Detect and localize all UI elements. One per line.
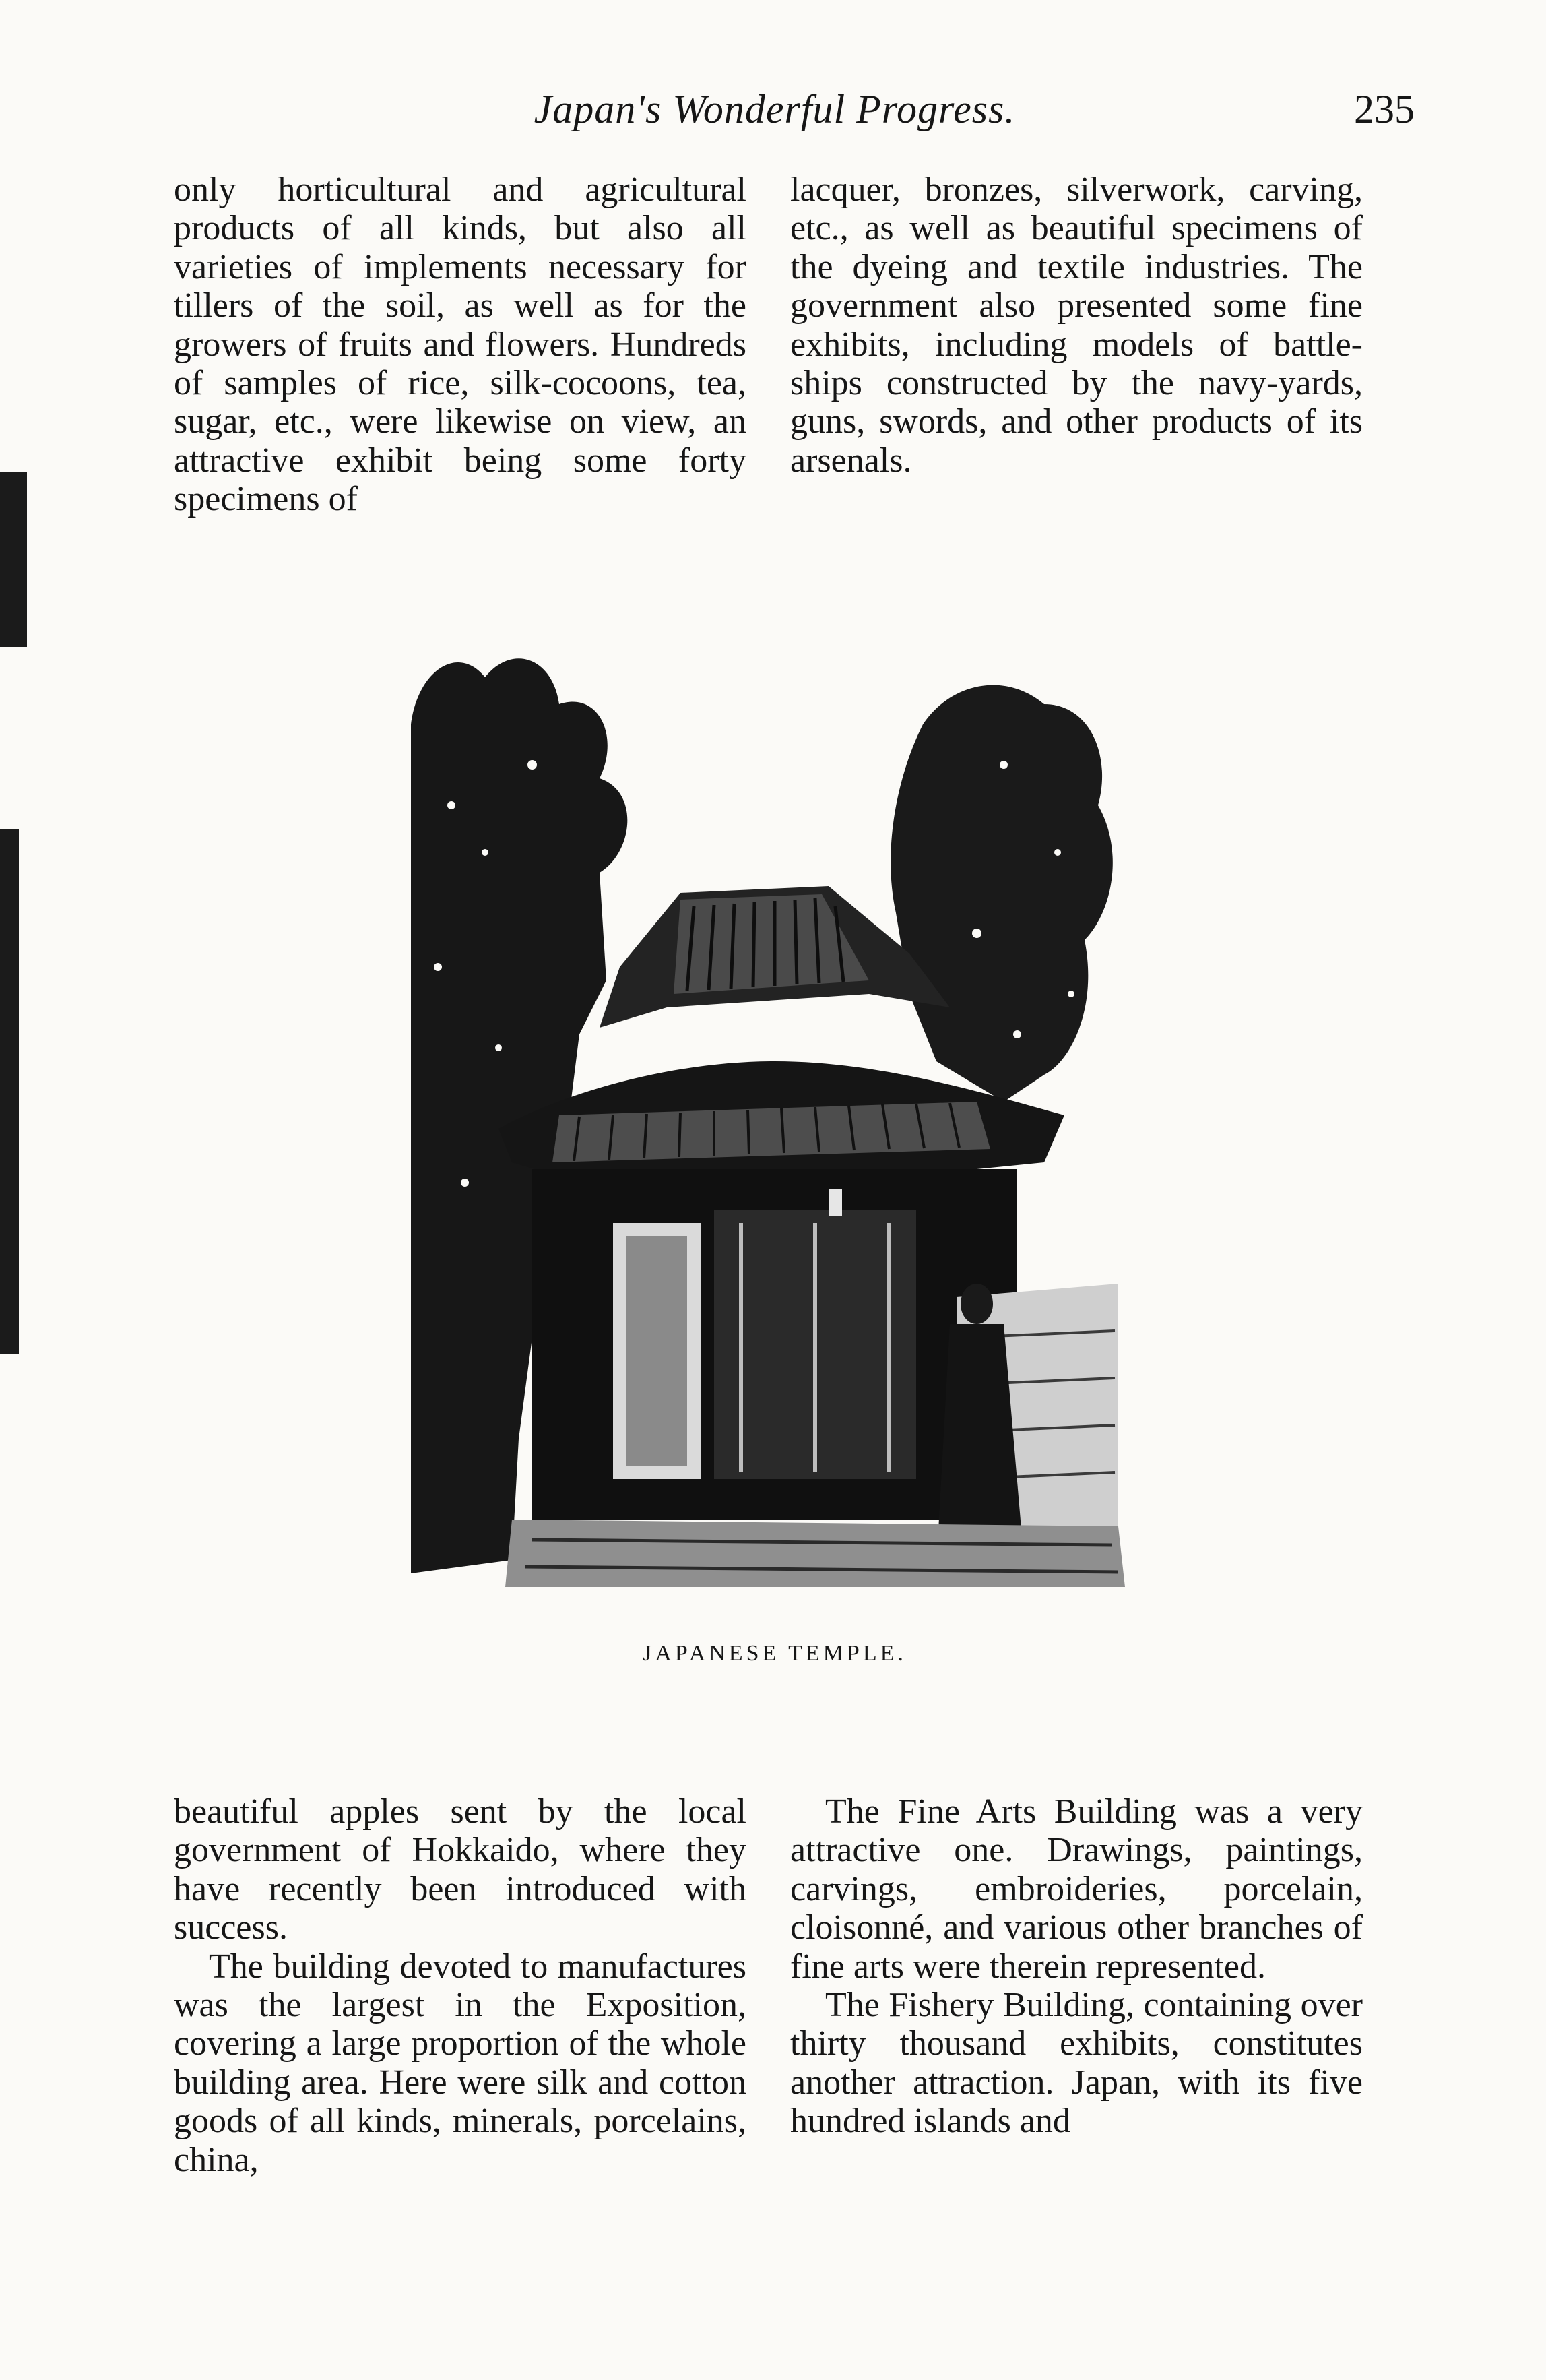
- paragraph: The Fishery Building, containing over thirty thousand exhibits, constitutes another attraction. Japan, with its five hundred islands and: [790, 1986, 1363, 2141]
- scan-margin-mark: [0, 829, 19, 1354]
- column-bottom-left: [174, 1792, 746, 2179]
- column-bottom-right: [790, 1792, 1363, 2141]
- figure-caption: JAPANESE TEMPLE.: [643, 1641, 907, 1666]
- temple-illustration: [397, 630, 1138, 1634]
- paragraph: lacquer, bronzes, silverwork, carving, etc., as well as beautiful specimens of the dyeing and textile industries. The government also presented some fine exhibits, including models of battle-ships constructed by the navy-yards, guns, swords, and other products of its arsenals.: [790, 170, 1363, 480]
- paragraph: only horticultural and agricultural products of all kinds, but also all varieties of implements necessary for tillers of the soil, as well as for the growers of fruits and flowers. Hundreds of samples of rice, silk-cocoons, tea, sugar, etc., were likewise on view, an attractive exhibit being some forty specimens of: [174, 170, 746, 519]
- column-top-right: [790, 170, 1363, 480]
- paragraph: The Fine Arts Building was a very attractive one. Drawings, paintings, carvings, embroideries, porcelain, cloisonné, and various other branches of fine arts were therein represented.: [790, 1792, 1363, 1986]
- paragraph: The building devoted to manufactures was the largest in the Exposition, covering a large proportion of the whole building area. Here were silk and cotton goods of all kinds, minerals, porcelains, china,: [174, 1947, 746, 2179]
- page-number: 235: [1354, 87, 1415, 131]
- scan-margin-mark: [0, 472, 27, 647]
- column-top-left: [174, 170, 746, 519]
- paragraph: beautiful apples sent by the local government of Hokkaido, where they have recently been introduced with success.: [174, 1792, 746, 1947]
- running-title: Japan's Wonderful Progress.: [534, 87, 1016, 131]
